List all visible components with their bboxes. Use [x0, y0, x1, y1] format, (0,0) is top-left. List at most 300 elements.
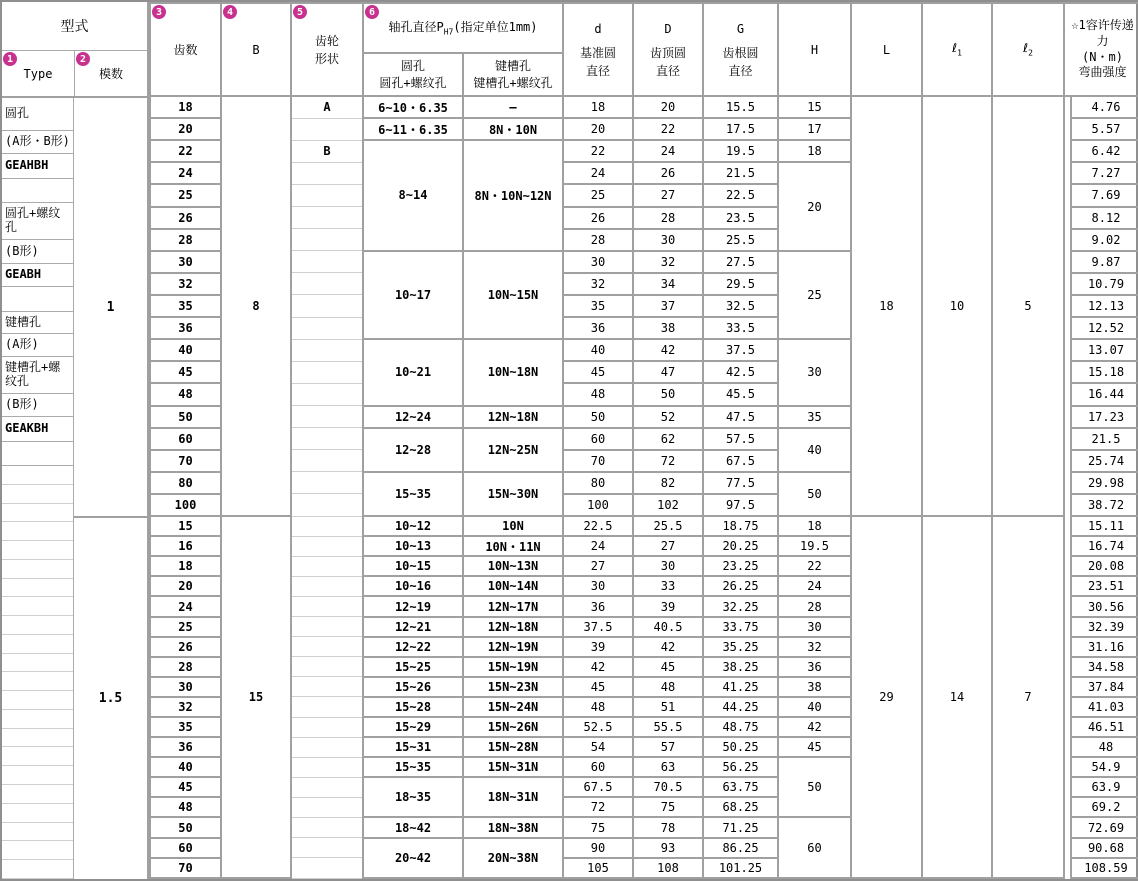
- D-value-cell: 30: [633, 229, 703, 251]
- shape-header-line2: 形状: [314, 51, 339, 66]
- l1-symbol: ℓ: [952, 41, 958, 56]
- d-value-cell: 28: [563, 229, 633, 251]
- type-row-blank: [2, 672, 73, 691]
- G-value-cell: 56.25: [703, 757, 778, 777]
- teeth-cell: 80: [150, 472, 221, 494]
- strength-gutter: [1064, 229, 1071, 251]
- keyway-hole-cell: 10N~18N: [463, 339, 563, 405]
- shape-cell: [291, 838, 363, 858]
- D-header-line2: 齿顶圆: [649, 45, 686, 60]
- h-value-cell: 38: [778, 677, 851, 697]
- keyway-hole-cell: 10N~13N: [463, 556, 563, 576]
- teeth-cell: 36: [150, 317, 221, 339]
- D-value-cell: 27: [633, 536, 703, 556]
- shape-cell: [291, 162, 363, 184]
- type-row: [2, 287, 73, 312]
- round-hole-cell: 6~11・6.35: [363, 118, 463, 140]
- D-value-cell: 40.5: [633, 617, 703, 637]
- strength-gutter: [1064, 757, 1071, 777]
- keyway-hole-cell: 12N~18N: [463, 406, 563, 428]
- hole-title-sub: H7: [443, 27, 454, 37]
- keyway-hole-cell: 15N~19N: [463, 657, 563, 677]
- round-hole-cell: 15~25: [363, 657, 463, 677]
- h-value-cell: 17: [778, 118, 851, 140]
- strength-value-cell: 12.52: [1071, 317, 1138, 339]
- type-row-blank: [2, 747, 73, 766]
- G-value-cell: 57.5: [703, 428, 778, 450]
- b-value-cell: 15: [221, 516, 291, 878]
- h-value-cell: 24: [778, 576, 851, 596]
- type-row-blank: [2, 691, 73, 710]
- D-value-cell: 45: [633, 657, 703, 677]
- col-header-H: H: [778, 3, 851, 96]
- d-value-cell: 26: [563, 207, 633, 229]
- shape-cell: [291, 697, 363, 717]
- strength-gutter: [1064, 838, 1071, 858]
- strength-gutter: [1064, 697, 1071, 717]
- shape-cell: [291, 556, 363, 576]
- module-rows: [74, 98, 147, 879]
- teeth-cell: 20: [150, 576, 221, 596]
- keyway-hole-line1: 键槽孔: [494, 58, 531, 73]
- d-value-cell: 60: [563, 428, 633, 450]
- teeth-cell: 16: [150, 536, 221, 556]
- D-value-cell: 62: [633, 428, 703, 450]
- type-row: 键槽孔: [2, 312, 73, 334]
- G-value-cell: 26.25: [703, 576, 778, 596]
- keyway-hole-cell: 12N~18N: [463, 617, 563, 637]
- teeth-cell: 25: [150, 184, 221, 206]
- d-value-cell: 25: [563, 184, 633, 206]
- G-value-cell: 35.25: [703, 637, 778, 657]
- hole-title-post: (指定单位1mm): [453, 19, 538, 34]
- teeth-cell: 32: [150, 697, 221, 717]
- d-value-cell: 20: [563, 118, 633, 140]
- d-value-cell: 75: [563, 817, 633, 837]
- module-column-header: [74, 51, 147, 96]
- strength-gutter: [1064, 207, 1071, 229]
- d-value-cell: 70: [563, 450, 633, 472]
- type-row: [2, 179, 73, 203]
- type-row: GEAHBH: [2, 154, 73, 179]
- col-header-shape: [291, 3, 363, 96]
- type-row-blank: [2, 597, 73, 616]
- strength-gutter: [1064, 406, 1071, 428]
- D-value-cell: 78: [633, 817, 703, 837]
- teeth-cell: 32: [150, 273, 221, 295]
- h-value-cell: 42: [778, 717, 851, 737]
- D-value-cell: 30: [633, 556, 703, 576]
- G-value-cell: 67.5: [703, 450, 778, 472]
- shape-cell: [291, 295, 363, 317]
- type-subheader-row: [2, 51, 147, 98]
- l2-value-cell: 5: [992, 96, 1064, 516]
- l-value-cell: 18: [851, 96, 922, 516]
- D-value-cell: 28: [633, 207, 703, 229]
- strength-gutter: [1064, 858, 1071, 878]
- type-row: GEAKBH: [2, 417, 73, 442]
- type-row-blank: [2, 785, 73, 804]
- strength-value-cell: 9.02: [1071, 229, 1138, 251]
- G-value-cell: 101.25: [703, 858, 778, 878]
- shape-cell: [291, 317, 363, 339]
- round-hole-cell: 8~14: [363, 140, 463, 251]
- strength-gutter: [1064, 450, 1071, 472]
- shape-cell: [291, 516, 363, 536]
- keyway-hole-cell: 15N~24N: [463, 697, 563, 717]
- teeth-cell: 100: [150, 494, 221, 516]
- keyway-hole-cell: 12N~19N: [463, 637, 563, 657]
- shape-cell: [291, 207, 363, 229]
- G-value-cell: 18.75: [703, 516, 778, 536]
- type-row-blank: [2, 860, 73, 879]
- strength-value-cell: 8.12: [1071, 207, 1138, 229]
- D-value-cell: 20: [633, 96, 703, 118]
- round-hole-cell: 12~22: [363, 637, 463, 657]
- shape-cell: [291, 797, 363, 817]
- col-header-L: L: [851, 3, 922, 96]
- keyway-hole-cell: 18N~31N: [463, 777, 563, 817]
- l1-value-cell: 10: [922, 96, 992, 516]
- type-row: GEABH: [2, 264, 73, 287]
- strength-gutter: [1064, 295, 1071, 317]
- teeth-cell: 25: [150, 617, 221, 637]
- strength-value-cell: 7.69: [1071, 184, 1138, 206]
- d-value-cell: 18: [563, 96, 633, 118]
- G-value-cell: 21.5: [703, 162, 778, 184]
- teeth-cell: 70: [150, 450, 221, 472]
- d-value-cell: 36: [563, 596, 633, 616]
- keyway-hole-cell: 8N・10N: [463, 118, 563, 140]
- keyway-hole-cell: 10N~14N: [463, 576, 563, 596]
- strength-gutter: [1064, 536, 1071, 556]
- G-value-cell: 63.75: [703, 777, 778, 797]
- teeth-cell: 28: [150, 229, 221, 251]
- shape-cell: [291, 757, 363, 777]
- D-value-cell: 24: [633, 140, 703, 162]
- D-value-cell: 27: [633, 184, 703, 206]
- type-row-blank: [2, 729, 73, 748]
- round-hole-cell: 12~21: [363, 617, 463, 637]
- G-value-cell: 47.5: [703, 406, 778, 428]
- round-hole-cell: 12~19: [363, 596, 463, 616]
- D-value-cell: 82: [633, 472, 703, 494]
- teeth-cell: 50: [150, 406, 221, 428]
- d-value-cell: 42: [563, 657, 633, 677]
- type-row: (B形): [2, 240, 73, 264]
- d-value-cell: 27: [563, 556, 633, 576]
- strength-gutter: [1064, 617, 1071, 637]
- shape-cell: [291, 737, 363, 757]
- D-value-cell: 39: [633, 596, 703, 616]
- teeth-cell: 18: [150, 96, 221, 118]
- type-row-blank: [2, 522, 73, 541]
- strength-value-cell: 15.11: [1071, 516, 1138, 536]
- keyway-hole-cell: –: [463, 96, 563, 118]
- shape-cell: [291, 273, 363, 295]
- keyway-hole-cell: 15N~23N: [463, 677, 563, 697]
- strength-gutter: [1064, 596, 1071, 616]
- teeth-cell: 26: [150, 637, 221, 657]
- l2-symbol: ℓ: [1023, 41, 1029, 56]
- d-value-cell: 72: [563, 797, 633, 817]
- G-value-cell: 77.5: [703, 472, 778, 494]
- D-value-cell: 22: [633, 118, 703, 140]
- D-value-cell: 25.5: [633, 516, 703, 536]
- d-value-cell: 36: [563, 317, 633, 339]
- strength-value-cell: 32.39: [1071, 617, 1138, 637]
- strength-value-cell: 21.5: [1071, 428, 1138, 450]
- d-value-cell: 105: [563, 858, 633, 878]
- strength-value-cell: 41.03: [1071, 697, 1138, 717]
- strength-value-cell: 20.08: [1071, 556, 1138, 576]
- type-row: 圆孔+螺纹孔: [2, 203, 73, 240]
- shape-cell: [291, 596, 363, 616]
- G-value-cell: 29.5: [703, 273, 778, 295]
- G-value-cell: 41.25: [703, 677, 778, 697]
- keyway-hole-cell: 12N~25N: [463, 428, 563, 472]
- type-row-blank: [2, 710, 73, 729]
- shape-cell: [291, 472, 363, 494]
- strength-gutter: [1064, 428, 1071, 450]
- h-value-cell: 60: [778, 817, 851, 878]
- D-value-cell: 37: [633, 295, 703, 317]
- type-section-body: [2, 98, 147, 879]
- col-header-d: [563, 3, 633, 96]
- module-value-cell: 1: [74, 98, 147, 518]
- teeth-cell: 50: [150, 817, 221, 837]
- l1-value-cell: 14: [922, 516, 992, 878]
- d-value-cell: 50: [563, 406, 633, 428]
- type-row-blank: [2, 541, 73, 560]
- G-value-cell: 97.5: [703, 494, 778, 516]
- G-value-cell: 50.25: [703, 737, 778, 757]
- h-value-cell: 18: [778, 140, 851, 162]
- teeth-cell: 45: [150, 777, 221, 797]
- strength-gutter: [1064, 637, 1071, 657]
- d-header-line2: 基准圆: [579, 45, 616, 60]
- d-header-symbol: d: [594, 21, 602, 36]
- h-value-cell: 19.5: [778, 536, 851, 556]
- strength-value-cell: 31.16: [1071, 637, 1138, 657]
- round-hole-cell: 12~24: [363, 406, 463, 428]
- d-value-cell: 30: [563, 576, 633, 596]
- h-value-cell: 32: [778, 637, 851, 657]
- keyway-hole-cell: 10N: [463, 516, 563, 536]
- G-value-cell: 45.5: [703, 383, 778, 405]
- d-value-cell: 37.5: [563, 617, 633, 637]
- d-value-cell: 30: [563, 251, 633, 273]
- D-value-cell: 34: [633, 273, 703, 295]
- col-header-l2: [992, 3, 1064, 96]
- strength-value-cell: 48: [1071, 737, 1138, 757]
- teeth-cell: 22: [150, 140, 221, 162]
- h-value-cell: 45: [778, 737, 851, 757]
- round-hole-cell: 6~10・6.35: [363, 96, 463, 118]
- teeth-cell: 36: [150, 737, 221, 757]
- d-value-cell: 52.5: [563, 717, 633, 737]
- strength-gutter: [1064, 361, 1071, 383]
- type-row: (A形・B形): [2, 131, 73, 154]
- G-value-cell: 20.25: [703, 536, 778, 556]
- D-value-cell: 50: [633, 383, 703, 405]
- d-header-line3: 直径: [585, 63, 610, 78]
- d-value-cell: 22.5: [563, 516, 633, 536]
- shape-cell: [291, 677, 363, 697]
- shape-header-line1: 齿轮: [314, 33, 339, 48]
- round-hole-cell: 10~16: [363, 576, 463, 596]
- shape-cell: [291, 184, 363, 206]
- shape-cell: [291, 858, 363, 878]
- D-header-symbol: D: [664, 21, 672, 36]
- strength-value-cell: 34.58: [1071, 657, 1138, 677]
- strength-gutter: [1064, 96, 1071, 118]
- type-row-blank: [2, 841, 73, 860]
- round-hole-cell: 10~12: [363, 516, 463, 536]
- round-hole-cell: 15~26: [363, 677, 463, 697]
- shape-cell: [291, 229, 363, 251]
- teeth-cell: 48: [150, 383, 221, 405]
- b-value-cell: 8: [221, 96, 291, 516]
- keyway-hole-cell: 15N~31N: [463, 757, 563, 777]
- badge-6: 6: [365, 5, 379, 19]
- strength-gutter: [1064, 273, 1071, 295]
- teeth-header-label: 齿数: [173, 42, 198, 57]
- strength-header-line2: (N・m): [1082, 49, 1123, 64]
- type-row: 圆孔: [2, 98, 73, 131]
- type-row-blank: [2, 504, 73, 523]
- d-value-cell: 80: [563, 472, 633, 494]
- round-hole-cell: 10~15: [363, 556, 463, 576]
- col-header-b: [221, 3, 291, 96]
- G-value-cell: 44.25: [703, 697, 778, 717]
- round-hole-cell: 10~13: [363, 536, 463, 556]
- shape-cell: [291, 576, 363, 596]
- strength-gutter: [1064, 472, 1071, 494]
- D-value-cell: 63: [633, 757, 703, 777]
- teeth-cell: 40: [150, 339, 221, 361]
- badge-4: 4: [223, 5, 237, 19]
- G-value-cell: 42.5: [703, 361, 778, 383]
- G-value-cell: 17.5: [703, 118, 778, 140]
- strength-value-cell: 46.51: [1071, 717, 1138, 737]
- strength-gutter: [1064, 383, 1071, 405]
- D-value-cell: 57: [633, 737, 703, 757]
- strength-header-line3: 弯曲强度: [1078, 65, 1127, 80]
- strength-gutter: [1064, 817, 1071, 837]
- G-value-cell: 32.5: [703, 295, 778, 317]
- strength-value-cell: 30.56: [1071, 596, 1138, 616]
- shape-cell: [291, 617, 363, 637]
- strength-value-cell: 90.68: [1071, 838, 1138, 858]
- teeth-cell: 35: [150, 717, 221, 737]
- h-value-cell: 40: [778, 428, 851, 472]
- round-hole-cell: 10~21: [363, 339, 463, 405]
- col-header-teeth: [150, 3, 221, 96]
- strength-gutter: [1064, 717, 1071, 737]
- keyway-hole-cell: 10N~15N: [463, 251, 563, 339]
- col-header-D: [633, 3, 703, 96]
- d-value-cell: 24: [563, 536, 633, 556]
- h-value-cell: 36: [778, 657, 851, 677]
- G-value-cell: 68.25: [703, 797, 778, 817]
- strength-value-cell: 7.27: [1071, 162, 1138, 184]
- shape-cell: [291, 251, 363, 273]
- h-value-cell: 28: [778, 596, 851, 616]
- G-value-cell: 15.5: [703, 96, 778, 118]
- G-value-cell: 23.5: [703, 207, 778, 229]
- shape-cell: [291, 361, 363, 383]
- type-row: (A形): [2, 334, 73, 357]
- strength-header-line1: ☆1容许传递力: [1071, 18, 1134, 48]
- D-value-cell: 102: [633, 494, 703, 516]
- subheader-round-hole: [363, 53, 463, 96]
- d-value-cell: 24: [563, 162, 633, 184]
- strength-gutter: [1064, 556, 1071, 576]
- type-row-blank: [2, 579, 73, 598]
- h-value-cell: 50: [778, 757, 851, 817]
- round-hole-line2: 圆孔+螺纹孔: [379, 75, 447, 90]
- G-value-cell: 25.5: [703, 229, 778, 251]
- shape-cell: [291, 383, 363, 405]
- D-value-cell: 32: [633, 251, 703, 273]
- module-column-label: 模数: [98, 67, 123, 81]
- teeth-cell: 40: [150, 757, 221, 777]
- D-value-cell: 55.5: [633, 717, 703, 737]
- gear-data-table: [149, 2, 1138, 879]
- G-value-cell: 48.75: [703, 717, 778, 737]
- strength-value-cell: 29.98: [1071, 472, 1138, 494]
- round-hole-cell: 15~29: [363, 717, 463, 737]
- D-value-cell: 42: [633, 339, 703, 361]
- strength-gutter: [1064, 576, 1071, 596]
- G-value-cell: 38.25: [703, 657, 778, 677]
- type-row-blank: [2, 560, 73, 579]
- d-value-cell: 90: [563, 838, 633, 858]
- round-hole-cell: 15~35: [363, 757, 463, 777]
- h-value-cell: 50: [778, 472, 851, 516]
- shape-cell: [291, 118, 363, 140]
- D-value-cell: 52: [633, 406, 703, 428]
- strength-value-cell: 12.13: [1071, 295, 1138, 317]
- h-value-cell: 25: [778, 251, 851, 339]
- col-header-G: [703, 3, 778, 96]
- keyway-hole-cell: 8N・10N~12N: [463, 140, 563, 251]
- round-hole-cell: 15~31: [363, 737, 463, 757]
- teeth-cell: 70: [150, 858, 221, 878]
- type-row-blank: [2, 766, 73, 785]
- strength-gutter: [1064, 797, 1071, 817]
- subheader-keyway-hole: [463, 53, 563, 96]
- D-value-cell: 26: [633, 162, 703, 184]
- teeth-cell: 30: [150, 677, 221, 697]
- l1-subscript: 1: [957, 48, 962, 58]
- D-value-cell: 51: [633, 697, 703, 717]
- type-rows: [2, 98, 74, 879]
- strength-gutter: [1064, 657, 1071, 677]
- strength-value-cell: 69.2: [1071, 797, 1138, 817]
- strength-gutter: [1064, 118, 1071, 140]
- badge-3: 3: [152, 5, 166, 19]
- D-value-cell: 38: [633, 317, 703, 339]
- type-column-label: Type: [23, 66, 53, 81]
- col-header-strength: [1064, 3, 1138, 96]
- d-value-cell: 45: [563, 677, 633, 697]
- G-value-cell: 37.5: [703, 339, 778, 361]
- strength-value-cell: 15.18: [1071, 361, 1138, 383]
- type-row-blank: [2, 804, 73, 823]
- h-value-cell: 40: [778, 697, 851, 717]
